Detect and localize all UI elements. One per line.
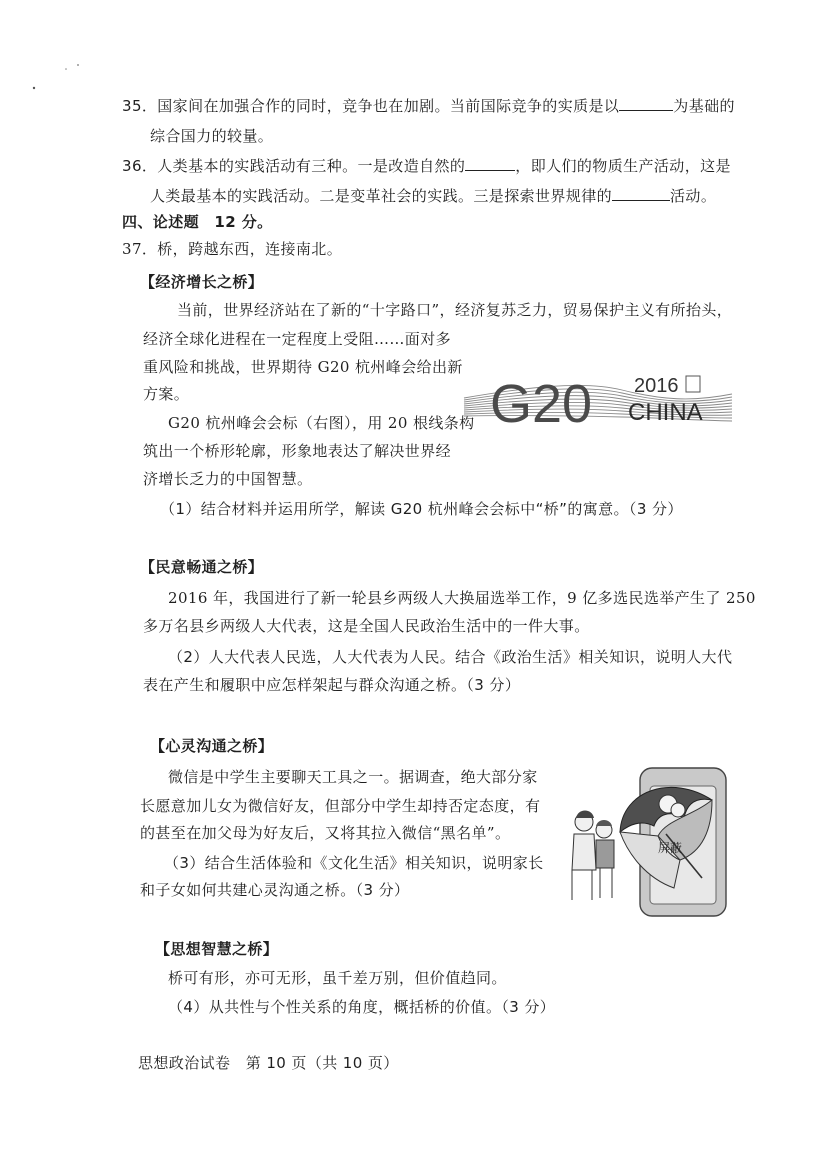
- page-footer: 思想政治试卷 第 10 页（共 10 页）: [138, 1054, 399, 1072]
- q35-text-b: 为基础的: [673, 97, 735, 115]
- part3-line: 的甚至在加父母为好友后，又将其拉入微信“黑名单”。: [140, 824, 511, 842]
- q36-text-c: 人类最基本的实践活动。二是变革社会的实践。三是探索世界规律的: [150, 187, 613, 205]
- g20-logo-country: CHINA: [628, 399, 703, 426]
- q36-blank-2[interactable]: [612, 186, 670, 201]
- part2-question-line: （2）人大代表人民选，人大代表为人民。结合《政治生活》相关知识，说明人大代: [168, 648, 733, 666]
- illustration-label: 屏蔽: [658, 841, 683, 855]
- part2-heading: 【民意畅通之桥】: [140, 558, 264, 576]
- part3-heading: 【心灵沟通之桥】: [150, 737, 274, 755]
- part3-question-line: （3）结合生活体验和《文化生活》相关知识，说明家长: [164, 854, 544, 872]
- part4-line: 桥可有形，亦可无形，虽千差万别，但价值趋同。: [168, 969, 507, 987]
- part1-line: G20 杭州峰会会标（右图），用 20 根线条构: [168, 414, 475, 432]
- part1-question: （1）结合材料并运用所学，解读 G20 杭州峰会会标中“桥”的寓意。（3 分）: [160, 500, 683, 518]
- q36-text-a: 36．人类基本的实践活动有三种。一是改造自然的: [122, 157, 466, 175]
- scan-specks: [30, 62, 90, 92]
- part2-line: 2016 年，我国进行了新一轮县乡两级人大换届选举工作，9 亿多选民选举产生了 250: [168, 589, 756, 607]
- umbrella-block-cartoon-icon: [562, 760, 732, 918]
- q36-blank-1[interactable]: [465, 156, 515, 171]
- q37-title: 37．桥，跨越东西，连接南北。: [122, 240, 343, 258]
- q35-line1: [122, 96, 735, 116]
- part1-line: 经济全球化进程在一定程度上受阻……面对多: [143, 330, 452, 348]
- part1-line: 重风险和挑战，世界期待 G20 杭州峰会给出新: [143, 358, 463, 376]
- part1-line: 当前，世界经济站在了新的“十字路口”，经济复苏乏力，贸易保护主义有所抬头，: [177, 301, 733, 319]
- q36-text-b: ，即人们的物质生产活动，这是: [515, 157, 731, 175]
- q36-text-d: 活动。: [670, 187, 717, 205]
- part3-line: 长愿意加儿女为微信好友，但部分中学生却持否定态度，有: [140, 797, 541, 815]
- part1-heading: 【经济增长之桥】: [140, 273, 264, 291]
- g20-logo-main: G20: [490, 374, 593, 434]
- part1-line: 筑出一个桥形轮廓，形象地表达了解决世界经: [143, 442, 452, 460]
- part1-line: 济增长乏力的中国智慧。: [143, 470, 313, 488]
- q36-line2: [150, 186, 716, 206]
- part2-question-line: 表在产生和履职中应怎样架起与群众沟通之桥。（3 分）: [143, 676, 521, 694]
- part3-question-line: 和子女如何共建心灵沟通之桥。（3 分）: [140, 881, 410, 899]
- q35-blank[interactable]: [619, 96, 673, 111]
- g20-logo-icon: [462, 366, 734, 436]
- q35-line2: 综合国力的较量。: [150, 127, 274, 145]
- g20-logo-year: 2016: [634, 375, 679, 397]
- part4-heading: 【思想智慧之桥】: [155, 940, 279, 958]
- q35-text-a: 35．国家间在加强合作的同时，竞争也在加剧。当前国际竞争的实质是以: [122, 97, 620, 115]
- section-heading: 四、论述题 12 分。: [122, 213, 273, 231]
- part4-question: （4）从共性与个性关系的角度，概括桥的价值。（3 分）: [168, 998, 556, 1016]
- part2-line: 多万名县乡两级人大代表，这是全国人民政治生活中的一件大事。: [143, 617, 590, 635]
- part3-line: 微信是中学生主要聊天工具之一。据调查，绝大部分家: [168, 768, 538, 786]
- part1-line: 方案。: [143, 385, 190, 403]
- q36-line1: [122, 156, 731, 176]
